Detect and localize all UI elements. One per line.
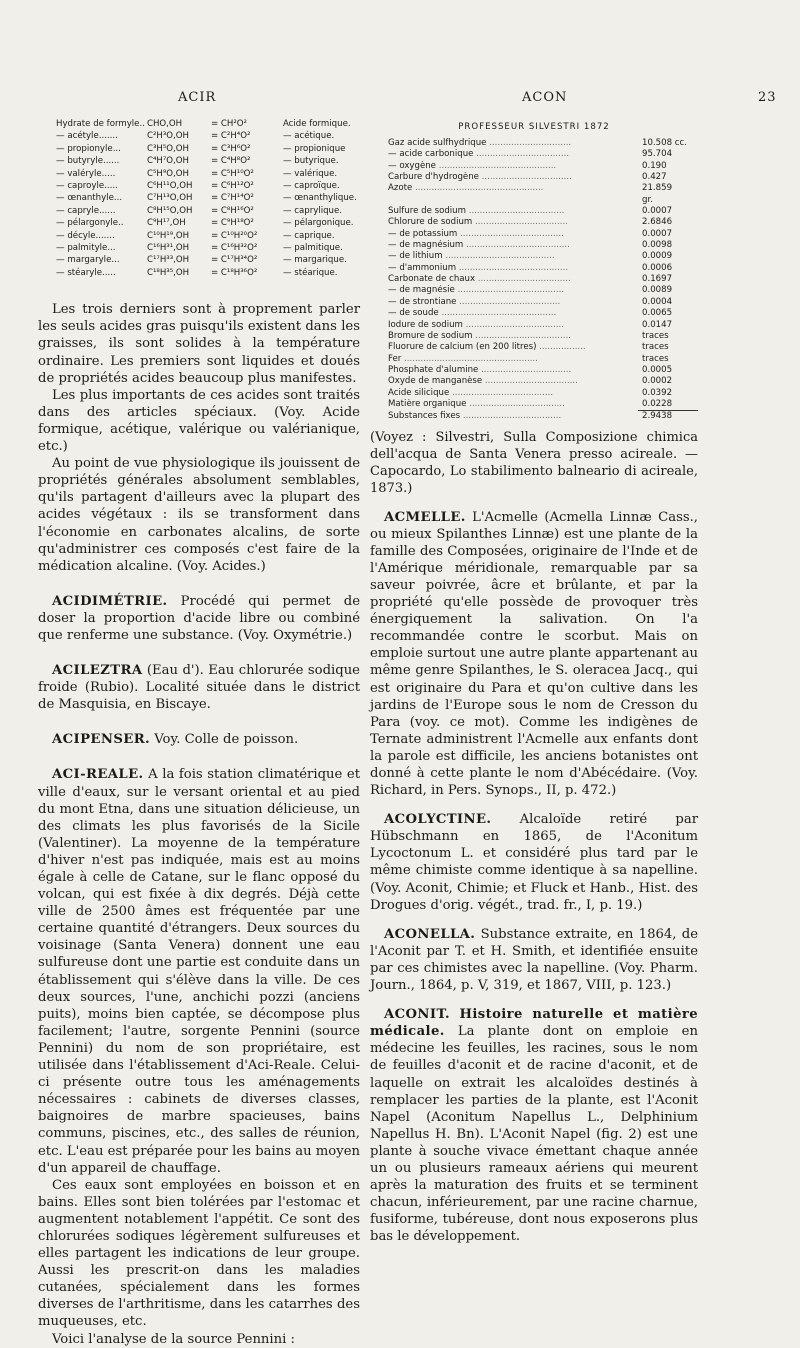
analysis-row <box>388 399 698 411</box>
analysis-row <box>388 308 698 319</box>
entry-head: ACONELLA. <box>384 926 476 942</box>
formula-cell: — propionyle... <box>56 143 121 154</box>
dot-leader: ................................................. <box>401 353 538 364</box>
analysis-row <box>388 274 698 285</box>
formula-cell: — palmityle... <box>56 243 116 254</box>
formula-cell: = C¹⁷H³⁴O² <box>210 255 258 266</box>
formula-cell: — palmitique. <box>282 243 343 254</box>
entry-text: Procédé qui permet de doser la proportion d'acide libre ou combiné que renferme une substance. (Voy. Oxymétrie.) <box>38 593 360 643</box>
analysis-value: 0.0147 <box>642 319 673 330</box>
entry-head: ACMELLE. <box>384 509 466 525</box>
analysis-title: PROFESSEUR SILVESTRI 1872 <box>458 122 610 132</box>
formula-row <box>56 180 359 192</box>
paragraph-special-articles: Les plus importants de ces acides sont traités dans des articles spéciaux. (Voy. Acide formique, acétique, valérique ou valérianique, etc.) <box>38 387 360 455</box>
formula-row <box>56 242 359 254</box>
formula-row <box>56 205 359 217</box>
analysis-row <box>388 354 698 365</box>
formula-cell: — acétique. <box>282 131 335 142</box>
analysis-row <box>388 217 698 228</box>
paragraph-aci-reale-uses: Ces eaux sont employées en boisson et en bains. Elles sont bien tolérées par l'estomac et augmentent notablement l'appétit. Ce sont des chlorurées sodiques légèrement sulfureuses et elles partagent les indications de leur groupe. Aussi les prescrit-on dans les maladies cutanées, spécialement dans les formes diverses de l'arthritisme, dans les catarrhes des muqueuses, etc. <box>38 1177 360 1330</box>
entry-text: Alcaloïde retiré par Hübschmann en 1865, de l'Aconitum Lycoctonum L. et considéré plus tard par le même chimiste comme identique à sa napelline. (Voy. Aconit, Chimie; et Fluck et Hanb., Hist. des Drogues d'orig. végét., trad. fr., I, p. 19.) <box>370 812 698 913</box>
entry-head: ACIDIMÉTRIE. <box>52 593 168 609</box>
analysis-value: 21.859 <box>642 183 673 194</box>
entry-aconit <box>370 1006 698 1245</box>
analysis-value: 10.508 cc. <box>642 138 687 148</box>
formula-cell: — caprique. <box>282 230 335 241</box>
running-header <box>0 90 800 110</box>
analysis-substance: Acide silicique ..................................... <box>388 387 554 398</box>
page-number: 23 <box>758 90 777 105</box>
formula-cell: — valérique. <box>282 168 338 179</box>
formula-cell: C⁴H⁷O,OH <box>146 156 190 167</box>
formula-cell: C²H³O,OH <box>146 131 190 142</box>
formula-cell: = C⁹H¹⁸O² <box>210 218 254 229</box>
formula-cell: — acétyle....... <box>56 131 118 142</box>
analysis-value: 2.9438 <box>638 411 698 423</box>
analysis-value: 0.1697 <box>642 274 673 285</box>
analysis-substance: Carbonate de chaux .................................. <box>388 274 571 285</box>
entry-text: L'Acmelle (Acmella Linnæ Cass., ou mieux Spilanthes Linnæ) est une plante de la famille des Composées, originaire de l'Inde et de l'Amérique méridionale, remarquable par sa saveur poivrée, âcre et brûlante, et par la propriété qu'elle possède de provoquer très énergiquement la salivation. On l'a recommandée contre le scorbut. Mais on emploie surtout une autre plante appartenant au même genre Spilanthes, le S. oleracea Jacq., qui est originaire du Para et qu'on cultive dans les jardins de l'Europe sous le nom de Cresson du Para (voy. ce mot). Comme les indigènes de Ternate administrent l'Acmelle aux enfants dont la parole est difficile, les anciens botanistes ont donné à cette plante le nom d'Abécédaire. (Voy. Richard, in Pers. Synops., II, p. 472.) <box>370 509 698 799</box>
analysis-row <box>388 172 698 183</box>
dot-leader: ................................. <box>478 364 572 375</box>
analysis-value: 0.0004 <box>642 296 673 307</box>
entry-head: ACILEZTRA <box>52 663 143 679</box>
analysis-substance: Gaz acide sulfhydrique .............................. <box>388 138 572 148</box>
analysis-value: 0.0098 <box>642 240 673 251</box>
formula-cell: C³H⁵O,OH <box>146 143 190 154</box>
entry-head: ACI-REALE. <box>52 767 144 783</box>
formula-cell: Acide formique. <box>282 119 351 129</box>
formula-cell: — butyryle...... <box>56 156 120 167</box>
entry-acidimetrie <box>38 593 360 644</box>
formula-row <box>56 217 359 229</box>
paragraph-analysis-intro: Voici l'analyse de la source Pennini : <box>52 1331 295 1347</box>
analysis-row <box>388 342 698 353</box>
analysis-row <box>388 411 698 423</box>
formula-cell: — margaryle... <box>56 255 120 266</box>
analysis-row <box>388 149 698 160</box>
dot-leader: .................................. <box>482 376 578 387</box>
analysis-substance: — de magnésie ....................................... <box>388 285 565 296</box>
analysis-value: 0.0005 <box>642 364 673 375</box>
analysis-value: 0.0392 <box>642 387 673 398</box>
formula-cell: — propionique <box>282 143 346 154</box>
analysis-value: 0.0009 <box>642 251 673 262</box>
analysis-substance: Fer ................................................. <box>388 353 538 364</box>
entry-acipenser <box>38 731 360 748</box>
analysis-substance: — de soude .......................................... <box>388 308 557 319</box>
entry-head: ACIPENSER. <box>52 732 151 748</box>
analysis-row <box>388 376 698 387</box>
entry-text: A la fois station climatérique et ville d'eaux, sur le versant oriental et au pied du mont Etna, dans une situation délicieuse, un des climats les plus favorisés de la Sicile (Valentiner). La moyenne de la température d'hiver n'est pas indiquée, mais est au moins égale à celle de Catane, sur le flanc opposé du volcan, qui est fixée à dix degrés. Déjà cette ville de 2500 âmes est fréquentée par une certaine quantité d'étrangers. Deux sources du voisinage (Santa Venera) donnent une eau sulfureuse dont une partie est conduite dans un établissement qui s'élève dans la ville. De ces deux sources, l'une, anchichi pozzi (anciens puits), moins bien captée, se décompose plus facilement; l'autre, sorgente Pennini (source Pennini) du nom de son propriétaire, est utilisée dans l'établissement d'Aci-Reale. Celui-ci présente outre tous les aménagements nécessaires : cabinets de diverses classes, baignoires de marbre spacieuses, bains communs, piscines, etc., des salles de réunion, etc. L'eau est préparée pour les bains au moyen d'un appareil de chauffage. <box>38 767 360 1176</box>
formula-cell: = C⁵H¹⁰O² <box>210 168 254 179</box>
formula-row <box>56 267 359 279</box>
formula-cell: C¹⁰H¹⁹,OH <box>146 230 190 241</box>
formula-cell: — stéaryle..... <box>56 267 116 278</box>
formula-cell: C¹⁸H³⁵,OH <box>146 267 190 278</box>
dot-leader: ............................................... <box>412 183 544 194</box>
formula-cell: CHO,OH <box>146 119 183 129</box>
analysis-table <box>388 138 698 423</box>
header-center: ACON <box>522 90 568 105</box>
analysis-substance: — acide carbonique .................................. <box>388 149 570 160</box>
analysis-value: 0.0065 <box>642 308 673 319</box>
analysis-row <box>388 138 698 149</box>
entry-text: Substance extraite, en 1864, de l'Aconit par T. et H. Smith, et identifiée ensuite par ces chimistes avec la napelline. (Voy. Pharm. Journ., 1864, p. V, 319, et 1867, VIII, p. 123.) <box>370 926 698 994</box>
dot-leader: ................................... <box>472 330 571 341</box>
dot-leader: ..................................... <box>449 387 554 398</box>
analysis-substance: Azote ............................................... <box>388 183 544 194</box>
analysis-row <box>388 297 698 308</box>
analysis-row <box>388 206 698 217</box>
formula-cell: — butyrique. <box>282 156 339 167</box>
formula-cell: — œnanthyle... <box>56 193 123 204</box>
analysis-row <box>388 331 698 342</box>
dot-leader: ........................................ <box>456 262 569 273</box>
analysis-value: 0.190 <box>642 160 667 171</box>
analysis-substance: Carbure d'hydrogène ................................. <box>388 172 572 183</box>
analysis-value: 0.0007 <box>642 228 673 239</box>
formula-cell: C⁷H¹³O,OH <box>146 193 193 204</box>
analysis-row <box>388 251 698 262</box>
formula-cell: Hydrate de formyle.. <box>56 119 145 129</box>
dot-leader: ....................................... <box>454 285 565 296</box>
formula-row <box>56 143 359 155</box>
dot-leader: .............................. <box>486 138 572 148</box>
analysis-value: 0.0002 <box>642 376 673 387</box>
analysis-substance: Oxyde de manganèse .................................. <box>388 376 578 387</box>
formula-cell: C⁶H¹¹O,OH <box>146 181 193 192</box>
formula-cell: — caprylique. <box>282 205 343 216</box>
formula-cell: C⁸H¹⁵O,OH <box>146 205 193 216</box>
formula-cell: = C⁴H⁸O² <box>210 156 251 167</box>
entry-head: ACOLYCTINE. <box>384 812 492 828</box>
dot-leader: .......................................... <box>438 308 557 319</box>
formula-cell: — stéarique. <box>282 267 338 278</box>
formula-cell: — pélargonique. <box>282 218 354 229</box>
entry-text: Voy. Colle de poisson. <box>154 732 299 748</box>
formula-cell: = C⁶H¹²O² <box>210 181 254 192</box>
formula-row <box>56 155 359 167</box>
analysis-substance: Sulfure de sodium ................................... <box>388 206 565 217</box>
right-column <box>370 118 698 1245</box>
analysis-row <box>388 161 698 172</box>
analysis-value: 0.0006 <box>642 262 673 273</box>
entry-acmelle <box>370 509 698 800</box>
formula-cell: — capryle...... <box>56 205 116 216</box>
analysis-substance: — de magnésium ...................................... <box>388 240 570 251</box>
analysis-substance: — oxygène ........................................... <box>388 160 557 171</box>
dot-leader: .................................. <box>475 274 571 285</box>
formula-cell: — œnanthylique. <box>282 193 357 204</box>
formula-cell: C¹⁷H³³,OH <box>146 255 190 266</box>
analysis-value: 95.704 <box>642 149 673 160</box>
formula-row <box>56 230 359 242</box>
formula-table <box>56 118 359 279</box>
analysis-row <box>388 320 698 331</box>
analysis-row <box>388 263 698 274</box>
analysis-substance: — de strontiane ..................................... <box>388 296 561 307</box>
entry-aconella <box>370 926 698 994</box>
formula-cell: = C¹⁰H²⁰O² <box>210 230 258 241</box>
analysis-value: 2.6846 <box>642 217 673 228</box>
dot-leader: ................................. <box>478 172 572 183</box>
analysis-substance: Matière organique ................................... <box>388 399 565 410</box>
formula-cell: C⁵H⁹O,OH <box>146 168 190 179</box>
entry-aci-reale <box>38 766 360 1176</box>
citation: (Voyez : Silvestri, Sulla Composizione chimica dell'acqua de Santa Venera presso acireale. — Capocardo, Lo stabilimento balneario di acireale, 1873.) <box>370 429 698 496</box>
dot-leader: ................................... <box>466 399 565 410</box>
formula-cell: = C¹⁶H³²O² <box>210 243 258 254</box>
formula-cell: — décyle....... <box>56 230 115 241</box>
formula-row <box>56 192 359 204</box>
formula-row <box>56 254 359 266</box>
left-column <box>38 118 360 1348</box>
paragraph-physiology: Au point de vue physiologique ils jouissent de propriétés générales absolument semblables, qu'ils partagent d'ailleurs avec la plupart des acides végétaux : ils se transforment dans l'économie en carbonates alcalins, de sorte qu'administrer ces composés c'est faire de la médication alcaline. (Voy. Acides.) <box>38 456 360 574</box>
analysis-substance <box>388 195 638 206</box>
formula-cell: = C⁸H¹⁶O² <box>210 205 254 216</box>
analysis-substance: Phosphate d'alumine ................................. <box>388 364 572 375</box>
analysis-row <box>388 195 698 206</box>
dot-leader: .................................... <box>462 319 565 330</box>
formula-cell: — pélargonyle.. <box>56 218 124 229</box>
dot-leader: .................................. <box>473 149 570 160</box>
analysis-value: traces <box>642 353 669 364</box>
formula-row <box>56 130 359 142</box>
dot-leader: ...................................... <box>463 240 570 251</box>
entry-acilextra <box>38 662 360 713</box>
analysis-substance: — d'ammonium ........................................ <box>388 262 569 273</box>
formula-cell: = C¹⁸H³⁶O² <box>210 267 258 278</box>
entry-text: (Eau d'). Eau chlorurée sodique froide (Rubio). Localité située dans le district de Masquisia, en Biscaye. <box>38 663 360 713</box>
formula-cell: — caproïque. <box>282 181 340 192</box>
formula-cell: = C³H⁶O² <box>210 143 251 154</box>
dot-leader: ........................................... <box>435 160 557 171</box>
analysis-substance: Fluorure de calcium (en 200 litres) ................. <box>388 342 586 353</box>
analysis-substance: Substances fixes .................................... <box>388 411 562 421</box>
entry-acolyctine <box>370 811 698 914</box>
analysis-value: 0.427 <box>642 172 667 183</box>
analysis-value: 0.0007 <box>642 206 673 217</box>
formula-cell: — margarique. <box>282 255 347 266</box>
dot-leader: ................................... <box>466 206 565 217</box>
analysis-substance: Bromure de sodium ................................... <box>388 330 571 341</box>
formula-cell: — valéryle..... <box>56 168 116 179</box>
analysis-value: gr. <box>642 194 653 205</box>
analysis-row <box>388 388 698 399</box>
analysis-value: 0.0089 <box>642 285 673 296</box>
analysis-value: traces <box>642 330 669 341</box>
formula-cell: — caproyle..... <box>56 181 118 192</box>
dot-leader: ........................................ <box>442 251 555 262</box>
dot-leader: ..................................... <box>456 296 561 307</box>
dot-leader: .................................... <box>460 411 562 421</box>
dot-leader: .................................. <box>472 217 568 228</box>
formula-row <box>56 168 359 180</box>
formula-cell: = CH²O² <box>210 119 247 129</box>
entry-head: ACONIT. Histoire naturelle et matière médicale. <box>370 1007 698 1040</box>
analysis-row <box>388 285 698 296</box>
analysis-value: 0.0228 <box>642 398 673 409</box>
analysis-substance: Iodure de sodium .................................... <box>388 319 565 330</box>
formula-cell: C⁹H¹⁷,OH <box>146 218 186 229</box>
analysis-substance: — de lithium ........................................ <box>388 251 555 262</box>
formula-row <box>56 118 359 130</box>
paragraph-fatty-acids: Les trois derniers sont à proprement parler les seuls acides gras puisqu'ils existent dans les graisses, ils sont solides à la température ordinaire. Les premiers sont liquides et doués de propriétés acides beaucoup plus manifestes. <box>38 302 360 386</box>
analysis-row <box>388 229 698 240</box>
analysis-value: traces <box>642 342 669 353</box>
formula-cell: = C²H⁴O² <box>210 131 251 142</box>
formula-cell: C¹⁶H³¹,OH <box>146 243 190 254</box>
analysis-row <box>388 365 698 376</box>
dot-leader: ................. <box>536 342 586 353</box>
formula-cell: = C⁷H¹⁴O² <box>210 193 254 204</box>
dot-leader: ...................................... <box>457 228 564 239</box>
header-left: ACIR <box>178 90 217 105</box>
analysis-substance: Chlorure de sodium .................................. <box>388 217 568 228</box>
analysis-substance: — de potassium ...................................... <box>388 228 564 239</box>
entry-text: La plante dont on emploie en médecine les feuilles, les racines, sous le nom de feuilles d'aconit et de racine d'aconit, et de laquelle on extrait les alcaloïdes destinés à remplacer les parties de la plante, est l'Aconit Napel (Aconitum Napellus L., Delphinium Napellus H. Bn). L'Aconit Napel (fig. 2) est une plante à souche vivace émettant chaque année un ou plusieurs rameaux aériens qui meurent après la maturation des fruits et se terminent chacun, inférieurement, par une racine charnue, fusiforme, tubéreuse, dont nous exposerons plus bas le développement. <box>370 1024 698 1245</box>
analysis-row <box>388 240 698 251</box>
analysis-row <box>388 183 698 194</box>
